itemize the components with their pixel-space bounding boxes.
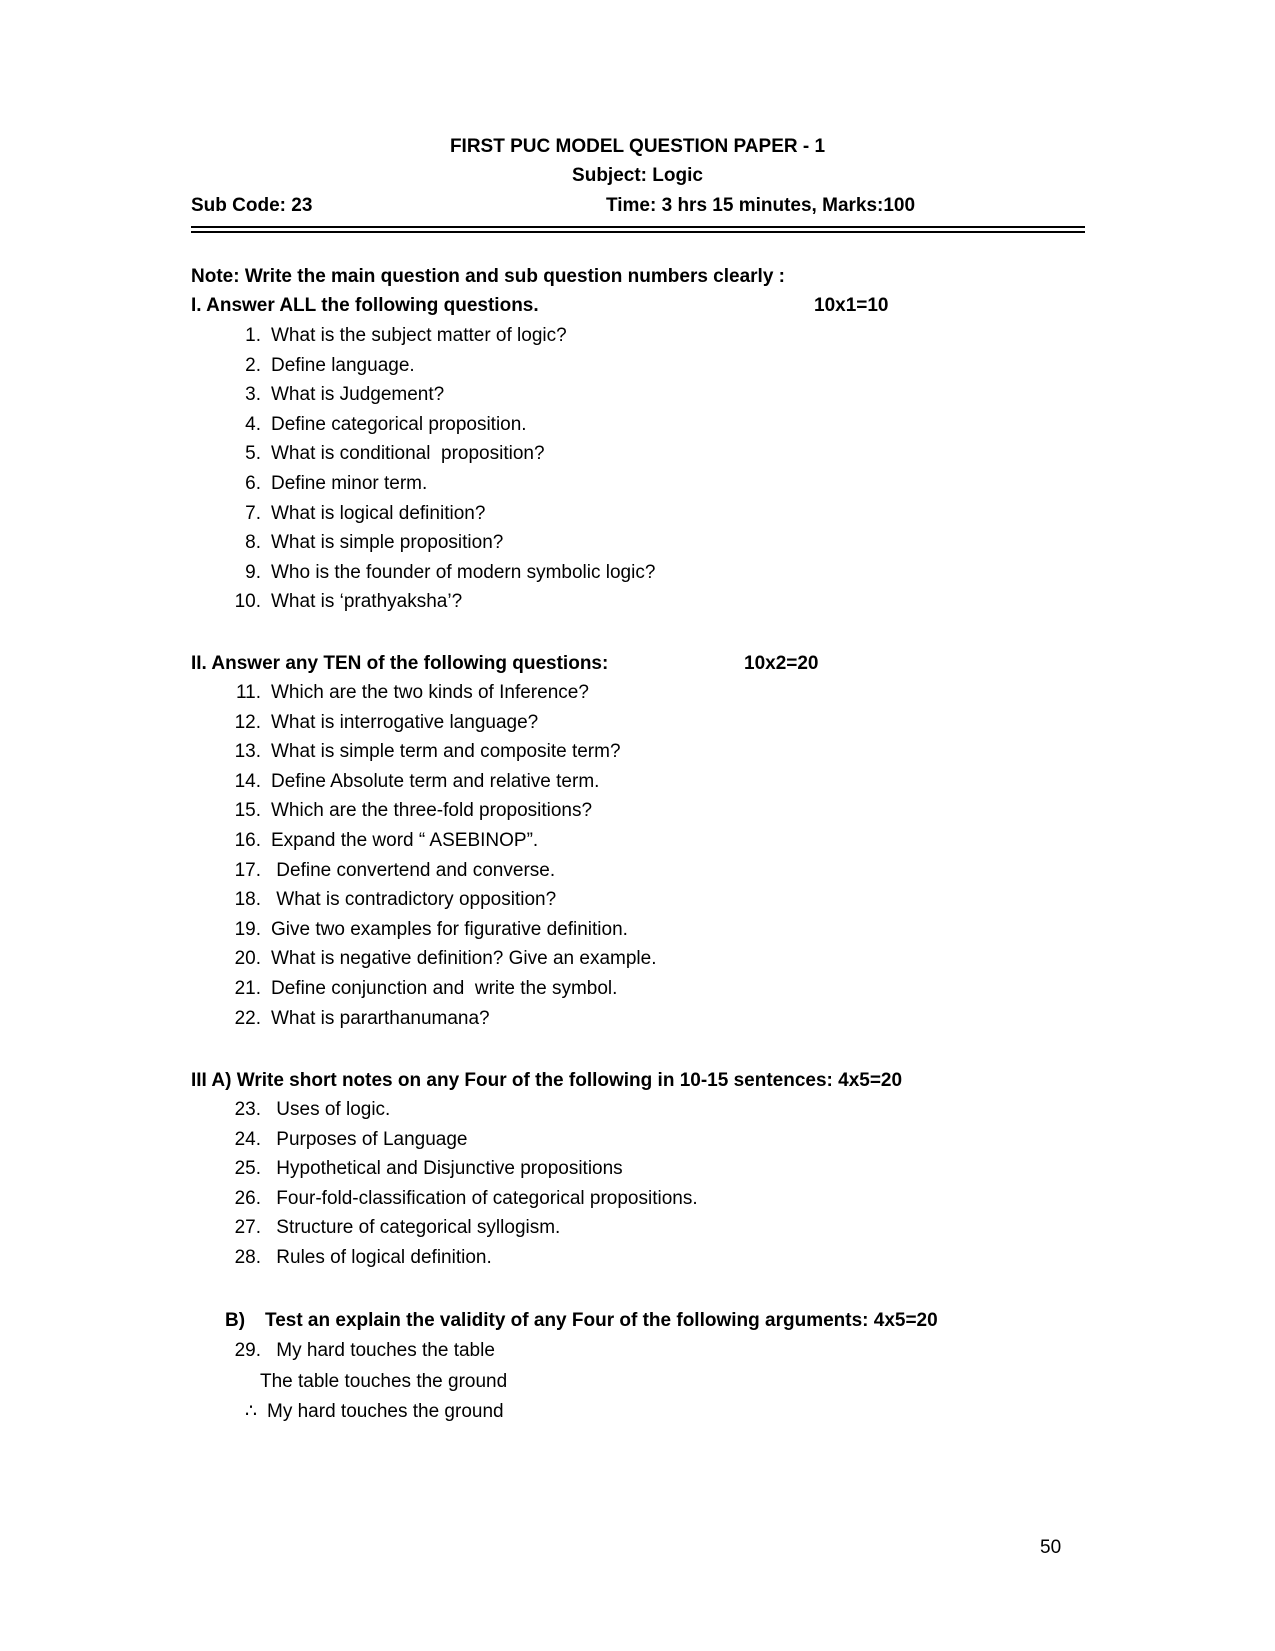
question-text: What is conditional proposition? xyxy=(271,443,545,465)
question-text: Expand the word “ ASEBINOP”. xyxy=(271,830,539,851)
header-rule-top xyxy=(191,226,1085,228)
question-number: 1. xyxy=(245,325,261,346)
question-number: 24. xyxy=(234,1128,261,1150)
question-number: 18. xyxy=(234,889,261,911)
question-text: Four-fold-classification of categorical propositions. xyxy=(271,1187,698,1209)
section-2-marks: 10x2=20 xyxy=(744,653,819,674)
question-number: 8. xyxy=(245,532,261,554)
question-text: What is contradictory opposition? xyxy=(271,889,557,911)
question-text: Who is the founder of modern symbolic logic? xyxy=(271,561,656,583)
question-number: 10. xyxy=(234,591,261,613)
question-number: 29. xyxy=(234,1340,261,1361)
question-text: What is Judgement? xyxy=(271,384,445,406)
question-text: Uses of logic. xyxy=(271,1099,391,1120)
question-text: Define convertend and converse. xyxy=(271,859,556,881)
question-text: Purposes of Language xyxy=(271,1128,468,1150)
question-text: Structure of categorical syllogism. xyxy=(271,1217,561,1239)
question-text: What is interrogative language? xyxy=(271,711,539,733)
question-text: Which are the three-fold propositions? xyxy=(271,800,593,822)
question-text: Define Absolute term and relative term. xyxy=(271,770,600,792)
question-number: 28. xyxy=(234,1247,261,1268)
question-text: What is ‘prathyaksha’? xyxy=(271,591,463,613)
section-2-heading: II. Answer any TEN of the following questions: xyxy=(191,653,609,674)
question-number: 6. xyxy=(245,473,261,494)
question-text: What is the subject matter of logic? xyxy=(271,325,567,346)
question-number: 14. xyxy=(234,770,261,792)
question-text: Give two examples for figurative definition. xyxy=(271,918,628,940)
question-number: 15. xyxy=(234,800,261,822)
section-1-heading: I. Answer ALL the following questions. xyxy=(191,295,539,316)
question-text: Define language. xyxy=(271,354,415,376)
question-text: Define minor term. xyxy=(271,473,428,494)
question-number: 21. xyxy=(234,978,261,999)
question-number: 25. xyxy=(234,1158,261,1180)
argument-premise-1: My hard touches the table xyxy=(271,1340,495,1361)
question-number: 4. xyxy=(245,413,261,435)
question-number: 5. xyxy=(245,443,261,465)
section-3b-label: B) xyxy=(225,1310,246,1331)
question-number: 17. xyxy=(234,859,261,881)
question-text: What is simple term and composite term? xyxy=(271,741,621,763)
page-number: 50 xyxy=(1040,1537,1062,1558)
time-marks: Time: 3 hrs 15 minutes, Marks:100 xyxy=(606,195,916,216)
question-number: 27. xyxy=(234,1217,261,1239)
question-text: What is simple proposition? xyxy=(271,532,504,554)
question-number: 12. xyxy=(234,711,261,733)
question-text: Which are the two kinds of Inference? xyxy=(271,682,589,703)
therefore-symbol: ∴ xyxy=(245,1401,258,1422)
question-text: Define categorical proposition. xyxy=(271,413,527,435)
question-text: Define conjunction and write the symbol. xyxy=(271,978,618,999)
question-text: What is logical definition? xyxy=(271,502,486,524)
question-number: 2. xyxy=(245,354,261,376)
question-number: 13. xyxy=(234,741,261,763)
question-number: 22. xyxy=(234,1007,261,1029)
question-number: 9. xyxy=(245,561,261,583)
question-number: 16. xyxy=(234,830,261,851)
argument-premise-2: The table touches the ground xyxy=(260,1371,508,1392)
section-3a-heading: III A) Write short notes on any Four of the following in 10-15 sentences: 4x5=20 xyxy=(191,1070,903,1091)
question-text: Rules of logical definition. xyxy=(271,1247,492,1268)
question-text: What is pararthanumana? xyxy=(271,1007,490,1029)
question-text: Hypothetical and Disjunctive propositions xyxy=(271,1158,623,1180)
question-number: 3. xyxy=(245,384,261,406)
sub-code: Sub Code: 23 xyxy=(191,195,313,216)
question-text: What is negative definition? Give an example. xyxy=(271,948,657,970)
subject-line: Subject: Logic xyxy=(572,165,703,186)
section-3b-heading: Test an explain the validity of any Four of the following arguments: 4x5=20 xyxy=(265,1310,938,1331)
note: Note: Write the main question and sub question numbers clearly : xyxy=(191,266,786,287)
argument-conclusion: My hard touches the ground xyxy=(267,1401,504,1422)
question-number: 7. xyxy=(245,502,261,524)
question-number: 26. xyxy=(234,1187,261,1209)
question-number: 11. xyxy=(235,682,261,703)
paper-title: FIRST PUC MODEL QUESTION PAPER - 1 xyxy=(449,136,826,157)
question-number: 23. xyxy=(234,1099,261,1120)
section-1-marks: 10x1=10 xyxy=(814,295,889,316)
header-rule-bottom xyxy=(191,231,1085,233)
question-number: 20. xyxy=(234,948,261,970)
question-number: 19. xyxy=(234,918,261,940)
